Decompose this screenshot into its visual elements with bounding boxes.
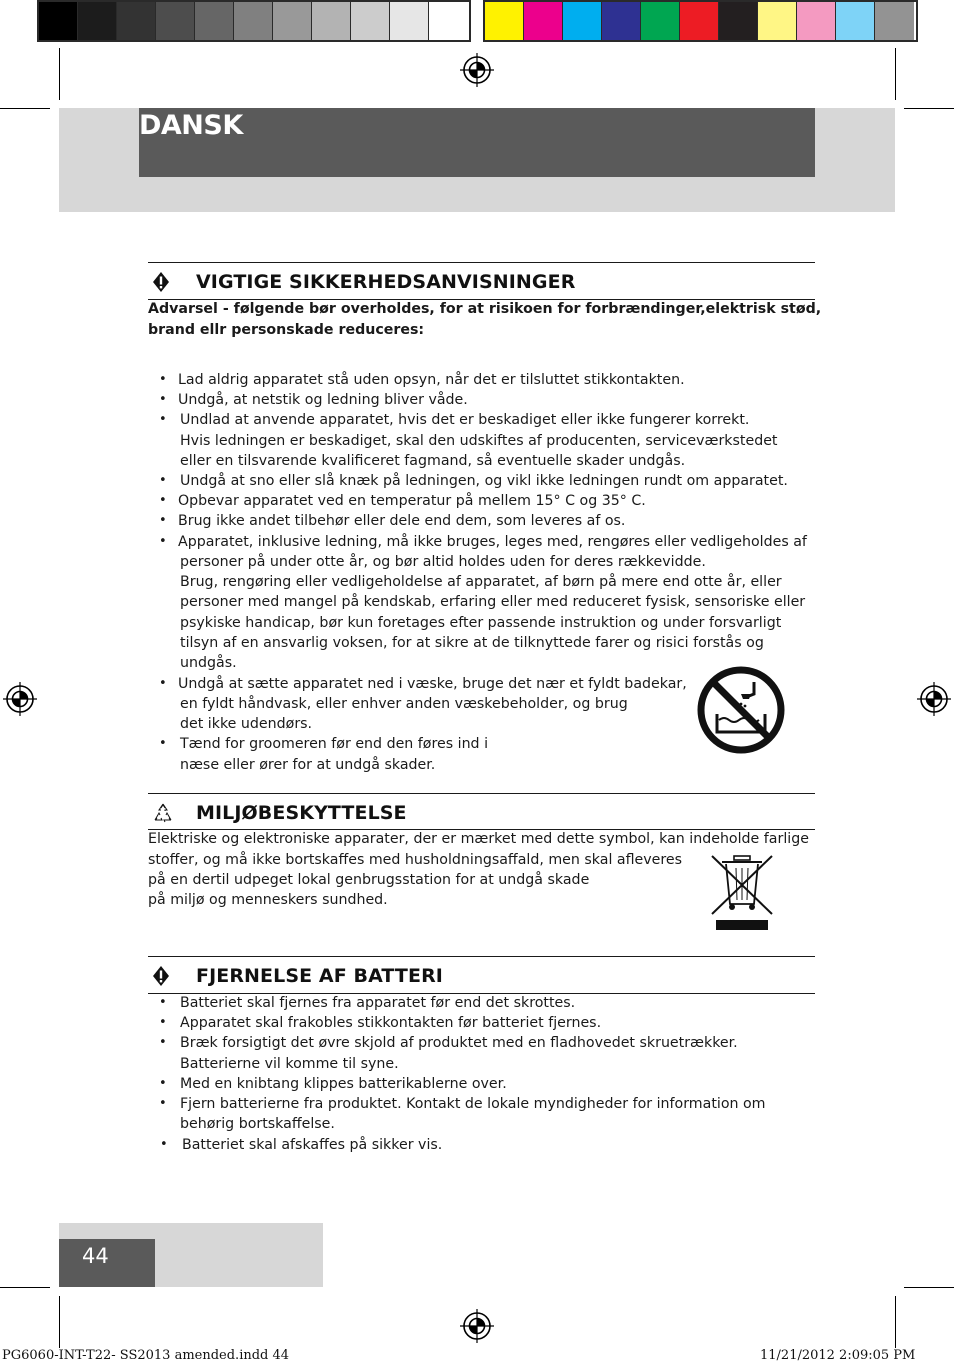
bullet: •: [159, 534, 167, 549]
safety-text-line: Lad aldrig apparatet stå uden opsyn, når det er tilsluttet stikkontakten.: [178, 372, 685, 388]
color-swatch: [563, 2, 602, 40]
safety-intro-line: Advarsel - følgende bør overholdes, for at risikoen for forbrændinger,elektrisk stød,: [148, 301, 822, 317]
registration-mark-icon: [460, 53, 494, 87]
battery-text-line: Batteriet skal afskaffes på sikker vis.: [182, 1137, 443, 1153]
safety-section-title: VIGTIGE SIKKERHEDSANVISNINGER: [196, 271, 576, 293]
weee-crossed-bin-icon: [708, 852, 776, 932]
crop-mark: [59, 48, 60, 100]
bullet: •: [159, 1015, 167, 1030]
bullet: •: [159, 493, 167, 508]
safety-text-line: Hvis ledningen er beskadiget, skal den udskiftes af producenten, serviceværkstedet: [180, 433, 778, 449]
safety-text-line: personer med mangel på kendskab, erfaring eller med reduceret fysisk, sensoriske eller: [180, 594, 806, 610]
color-swatch: [156, 2, 195, 40]
bullet: •: [159, 1096, 167, 1111]
crop-mark: [904, 1287, 954, 1288]
color-swatch: [312, 2, 351, 40]
registration-mark-icon: [917, 682, 951, 716]
color-swatch: [524, 2, 563, 40]
battery-text-line: Bræk forsigtigt det øvre skjold af produktet med en fladhovedet skruetrækker.: [180, 1035, 738, 1051]
color-swatch: [875, 2, 914, 40]
safety-text-line: undgås.: [180, 655, 237, 671]
crop-mark: [59, 1296, 60, 1348]
print-timestamp: 11/21/2012 2:09:05 PM: [760, 1348, 916, 1363]
safety-text-line: Opbevar apparatet ved en temperatur på mellem 15° C og 35° C.: [178, 493, 646, 509]
battery-text-line: Batteriet skal fjernes fra apparatet før end det skrottes.: [180, 995, 576, 1011]
color-swatch: [117, 2, 156, 40]
safety-text-line: næse eller ører for at undgå skader.: [180, 757, 436, 773]
color-swatch: [195, 2, 234, 40]
safety-text-line: en fyldt håndvask, eller enhver anden væskebeholder, og brug: [180, 696, 628, 712]
no-bath-water-icon: [697, 666, 785, 754]
registration-mark-icon: [3, 682, 37, 716]
bullet: •: [159, 1035, 167, 1050]
color-swatch: [78, 2, 117, 40]
warning-icon: [152, 965, 170, 987]
color-swatch: [273, 2, 312, 40]
battery-text-line: Apparatet skal frakobles stikkontakten før batteriet fjernes.: [180, 1015, 602, 1031]
safety-intro-line: brand ellr personskade reduceres:: [148, 322, 425, 338]
safety-text-line: det ikke udendørs.: [180, 716, 313, 732]
color-swatch: [836, 2, 875, 40]
battery-text-line: Batterierne vil komme til syne.: [180, 1056, 399, 1072]
battery-text-line: behørig bortskaffelse.: [180, 1116, 335, 1132]
color-calibration-bar: [483, 0, 918, 42]
bullet: •: [159, 412, 167, 427]
bullet: •: [159, 473, 167, 488]
crop-mark: [904, 108, 954, 109]
color-swatch: [719, 2, 758, 40]
section-top-rule: [148, 262, 815, 263]
safety-text-line: psykiske handicap, bør kun foretages efter passende instruktion og under forsvarligt: [180, 615, 782, 631]
safety-text-line: Brug ikke andet tilbehør eller dele end dem, som leveres af os.: [178, 513, 626, 529]
crop-mark: [0, 108, 50, 109]
safety-text-line: Undlad at anvende apparatet, hvis det er beskadiget eller ikke fungerer korrekt.: [180, 412, 750, 428]
page-number: 44: [82, 1244, 109, 1268]
section-top-rule: [148, 793, 815, 794]
battery-text-line: Med en knibtang klippes batterikablerne over.: [180, 1076, 507, 1092]
safety-text-line: tilsyn af en ansvarlig voksen, for at sikre at de tilknyttede farer og risici forstås og: [180, 635, 764, 651]
color-swatch: [351, 2, 390, 40]
color-swatch: [758, 2, 797, 40]
color-swatch: [797, 2, 836, 40]
safety-text-line: Brug, rengøring eller vedligeholdelse af apparatet, af børn på mere end otte år, eller: [180, 574, 782, 590]
safety-text-line: Tænd for groomeren før end den føres ind i: [180, 736, 489, 752]
color-swatch: [39, 2, 78, 40]
language-title: DANSK: [139, 110, 243, 141]
battery-text-line: Fjern batterierne fra produktet. Kontakt de lokale myndigheder for information om: [180, 1096, 766, 1112]
bullet: •: [159, 392, 167, 407]
crop-mark: [0, 1287, 50, 1288]
safety-text-line: Apparatet, inklusive ledning, må ikke bruges, leges med, rengøres eller vedligeholdes af: [178, 534, 807, 550]
safety-text-line: eller en tilsvarende kvalificeret fagmand, så eventuelle skader undgås.: [180, 453, 686, 469]
environment-text-line: på miljø og menneskers sundhed.: [148, 892, 388, 908]
color-swatch: [485, 2, 524, 40]
environment-text-line: Elektriske og elektroniske apparater, der er mærket med dette symbol, kan indeholde farlige: [148, 831, 809, 847]
bullet: •: [159, 736, 167, 751]
environment-section-title: MILJØBESKYTTELSE: [196, 802, 407, 824]
color-swatch: [680, 2, 719, 40]
color-swatch: [641, 2, 680, 40]
grayscale-calibration-bar: [37, 0, 471, 42]
section-top-rule: [148, 956, 815, 957]
color-swatch: [390, 2, 429, 40]
bullet: •: [159, 372, 167, 387]
color-swatch: [429, 2, 468, 40]
safety-text-line: personer på under otte år, og bør altid holdes uden for deres rækkevidde.: [180, 554, 706, 570]
warning-icon: [152, 271, 170, 293]
bullet: •: [159, 676, 167, 691]
battery-section-title: FJERNELSE AF BATTERI: [196, 965, 443, 987]
crop-mark: [895, 48, 896, 100]
registration-mark-icon: [460, 1309, 494, 1343]
color-swatch: [234, 2, 273, 40]
environment-text-line: stoffer, og må ikke bortskaffes med husholdningsaffald, men skal afleveres: [148, 852, 683, 868]
bullet: •: [159, 995, 167, 1010]
bullet: •: [159, 1076, 167, 1091]
safety-text-line: Undgå at sno eller slå knæk på ledningen, og vikl ikke ledningen rundt om apparatet.: [180, 473, 788, 489]
bullet: •: [159, 513, 167, 528]
file-slug: PG6060-INT-T22- SS2013 amended.indd 44: [2, 1348, 290, 1363]
recycle-icon: [152, 802, 174, 824]
safety-text-line: Undgå at sætte apparatet ned i væske, bruge det nær et fyldt badekar,: [178, 676, 687, 692]
color-swatch: [602, 2, 641, 40]
safety-text-line: Undgå, at netstik og ledning bliver våde.: [178, 392, 468, 408]
bullet: •: [160, 1137, 168, 1152]
crop-mark: [895, 1296, 896, 1348]
environment-text-line: på en dertil udpeget lokal genbrugsstation for at undgå skade: [148, 872, 590, 888]
